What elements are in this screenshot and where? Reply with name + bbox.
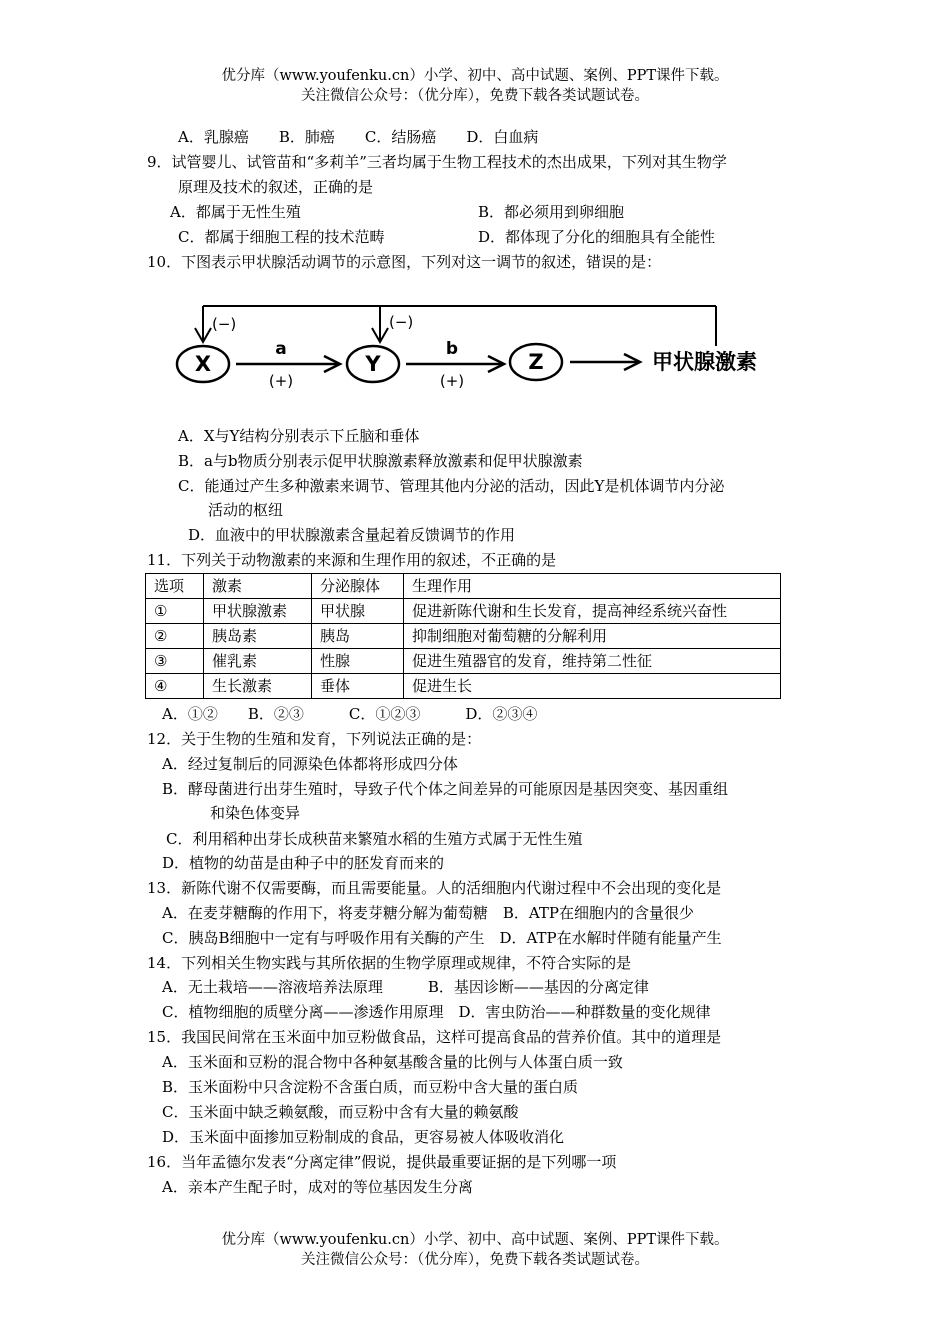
q9-option-b: B．都必须用到卵细胞 (478, 203, 625, 221)
hormone-table (145, 573, 781, 699)
q14-stem: 14．下列相关生物实践与其所依据的生物学原理或规律，不符合实际的是 (147, 954, 632, 972)
column-header: 选项 (146, 574, 204, 599)
node-z-label: Z (528, 350, 544, 374)
q12-option-c: C．利用稻种出芽长成秧苗来繁殖水稻的生殖方式属于无性生殖 (166, 830, 583, 848)
table-cell: 生长激素 (204, 674, 312, 699)
table-cell: 促进新陈代谢和生长发育，提高神经系统兴奋性 (404, 599, 781, 624)
column-header: 分泌腺体 (312, 574, 404, 599)
hormone-label: 甲状腺激素 (652, 350, 757, 374)
q12-option-a: A．经过复制后的同源染色体都将形成四分体 (162, 755, 458, 773)
q13-options-ab: A．在麦芽糖酶的作用下，将麦芽糖分解为葡萄糖 B．ATP在细胞内的含量很少 (162, 904, 694, 922)
minus-label-x: (−) (212, 315, 237, 333)
q10-stem: 10．下图表示甲状腺活动调节的示意图，下列对这一调节的叙述，错误的是： (147, 253, 662, 271)
plus-label-a: (+) (268, 372, 294, 390)
q13-options-cd: C．胰岛B细胞中一定有与呼吸作用有关酶的产生 D．ATP在水解时伴随有能量产生 (162, 929, 722, 947)
q15-stem: 15．我国民间常在玉米面中加豆粉做食品，这样可提高食品的营养价值。其中的道理是 (147, 1028, 722, 1046)
table-row (146, 624, 781, 649)
table-cell: ③ (146, 649, 204, 674)
minus-label-y: (−) (389, 313, 414, 331)
q14-options-cd: C．植物细胞的质壁分离——渗透作用原理 D．害虫防治——种群数量的变化规律 (162, 1003, 711, 1021)
q12-option-d: D．植物的幼苗是由种子中的胚发育而来的 (162, 854, 445, 872)
plus-label-b: (+) (439, 372, 465, 390)
q11-stem: 11．下列关于动物激素的来源和生理作用的叙述，不正确的是 (147, 551, 557, 569)
q9-stem: 9．试管婴儿、试管苗和“多莉羊”三者均属于生物工程技术的杰出成果，下列对其生物学 (147, 153, 727, 171)
q15-option-d: D．玉米面中面掺加豆粉制成的食品，更容易被人体吸收消化 (162, 1128, 565, 1146)
header-line-1: 优分库（www.youfenku.cn）小学、初中、高中试题、案例、PPT课件下载。 (221, 68, 729, 84)
q15-option-c: C．玉米面中缺乏赖氨酸，而豆粉中含有大量的赖氨酸 (162, 1103, 519, 1121)
column-header: 激素 (204, 574, 312, 599)
q10-option-d: D．血液中的甲状腺激素含量起着反馈调节的作用 (188, 526, 516, 544)
q12-stem: 12．关于生物的生殖和发育，下列说法正确的是： (147, 730, 482, 748)
q10-option-c-cont: 活动的枢纽 (208, 501, 284, 519)
q10-option-a: A．X与Y结构分别表示下丘脑和垂体 (178, 427, 420, 445)
table-cell: 垂体 (312, 674, 404, 699)
table-cell: 甲状腺激素 (204, 599, 312, 624)
table-cell: ② (146, 624, 204, 649)
q9-option-c: C．都属于细胞工程的技术范畴 (178, 228, 385, 246)
q10-option-b: B．a与b物质分别表示促甲状腺激素释放激素和促甲状腺激素 (178, 452, 583, 470)
table-cell: 促进生长 (404, 674, 781, 699)
q13-stem: 13．新陈代谢不仅需要酶，而且需要能量。人的活细胞内代谢过程中不会出现的变化是 (147, 879, 722, 897)
q16-stem: 16．当年孟德尔发表“分离定律”假说，提供最重要证据的是下列哪一项 (147, 1153, 617, 1171)
table-row (146, 649, 781, 674)
q14-options-ab: A．无土栽培——溶液培养法原理 B．基因诊断——基因的分离定律 (162, 978, 649, 996)
q16-option-a: A．亲本产生配子时，成对的等位基因发生分离 (162, 1178, 473, 1196)
table-cell: 性腺 (312, 649, 404, 674)
label-b: b (445, 339, 459, 359)
table-cell: 胰岛素 (204, 624, 312, 649)
table-cell: 抑制细胞对葡萄糖的分解利用 (404, 624, 781, 649)
q15-option-b: B．玉米面粉中只含淀粉不含蛋白质，而豆粉中含大量的蛋白质 (162, 1078, 579, 1096)
column-header: 生理作用 (404, 574, 781, 599)
q9-option-a: A．都属于无性生殖 (170, 203, 301, 221)
header-line-2: 关注微信公众号：（优分库），免费下载各类试题试卷。 (301, 88, 649, 104)
table-cell: 甲状腺 (312, 599, 404, 624)
footer-line-1: 优分库（www.youfenku.cn）小学、初中、高中试题、案例、PPT课件下载。 (221, 1232, 729, 1248)
node-y-label: Y (365, 352, 381, 376)
table-cell: ① (146, 599, 204, 624)
q10-option-c: C．能通过产生多种激素来调节、管理其他内分泌的活动，因此Y是机体调节内分泌 (178, 477, 725, 495)
table-row (146, 674, 781, 699)
table-cell: 促进生殖器官的发育，维持第二性征 (404, 649, 781, 674)
table-cell: 胰岛 (312, 624, 404, 649)
q12-option-b: B．酵母菌进行出芽生殖时，导致子代个体之间差异的可能原因是基因突变、基因重组 (162, 780, 729, 798)
table-cell: 催乳素 (204, 649, 312, 674)
q9-option-d: D．都体现了分化的细胞具有全能性 (478, 228, 716, 246)
table-header-row (146, 574, 781, 599)
footer-line-2: 关注微信公众号：（优分库），免费下载各类试题试卷。 (301, 1252, 649, 1268)
table-row (146, 599, 781, 624)
q9-stem-cont: 原理及技术的叙述，正确的是 (178, 178, 374, 196)
q15-option-a: A．玉米面和豆粉的混合物中各种氨基酸含量的比例与人体蛋白质一致 (162, 1053, 623, 1071)
label-a: a (275, 339, 287, 359)
thyroid-regulation-diagram (168, 296, 808, 401)
q8-options: A．乳腺癌 B．肺癌 C．结肠癌 D．白血病 (178, 128, 539, 146)
table-cell: ④ (146, 674, 204, 699)
q12-option-b-cont: 和染色体变异 (210, 804, 301, 822)
node-x-label: X (194, 352, 212, 376)
q11-options: A．①② B．②③ C．①②③ D．②③④ (162, 705, 538, 723)
